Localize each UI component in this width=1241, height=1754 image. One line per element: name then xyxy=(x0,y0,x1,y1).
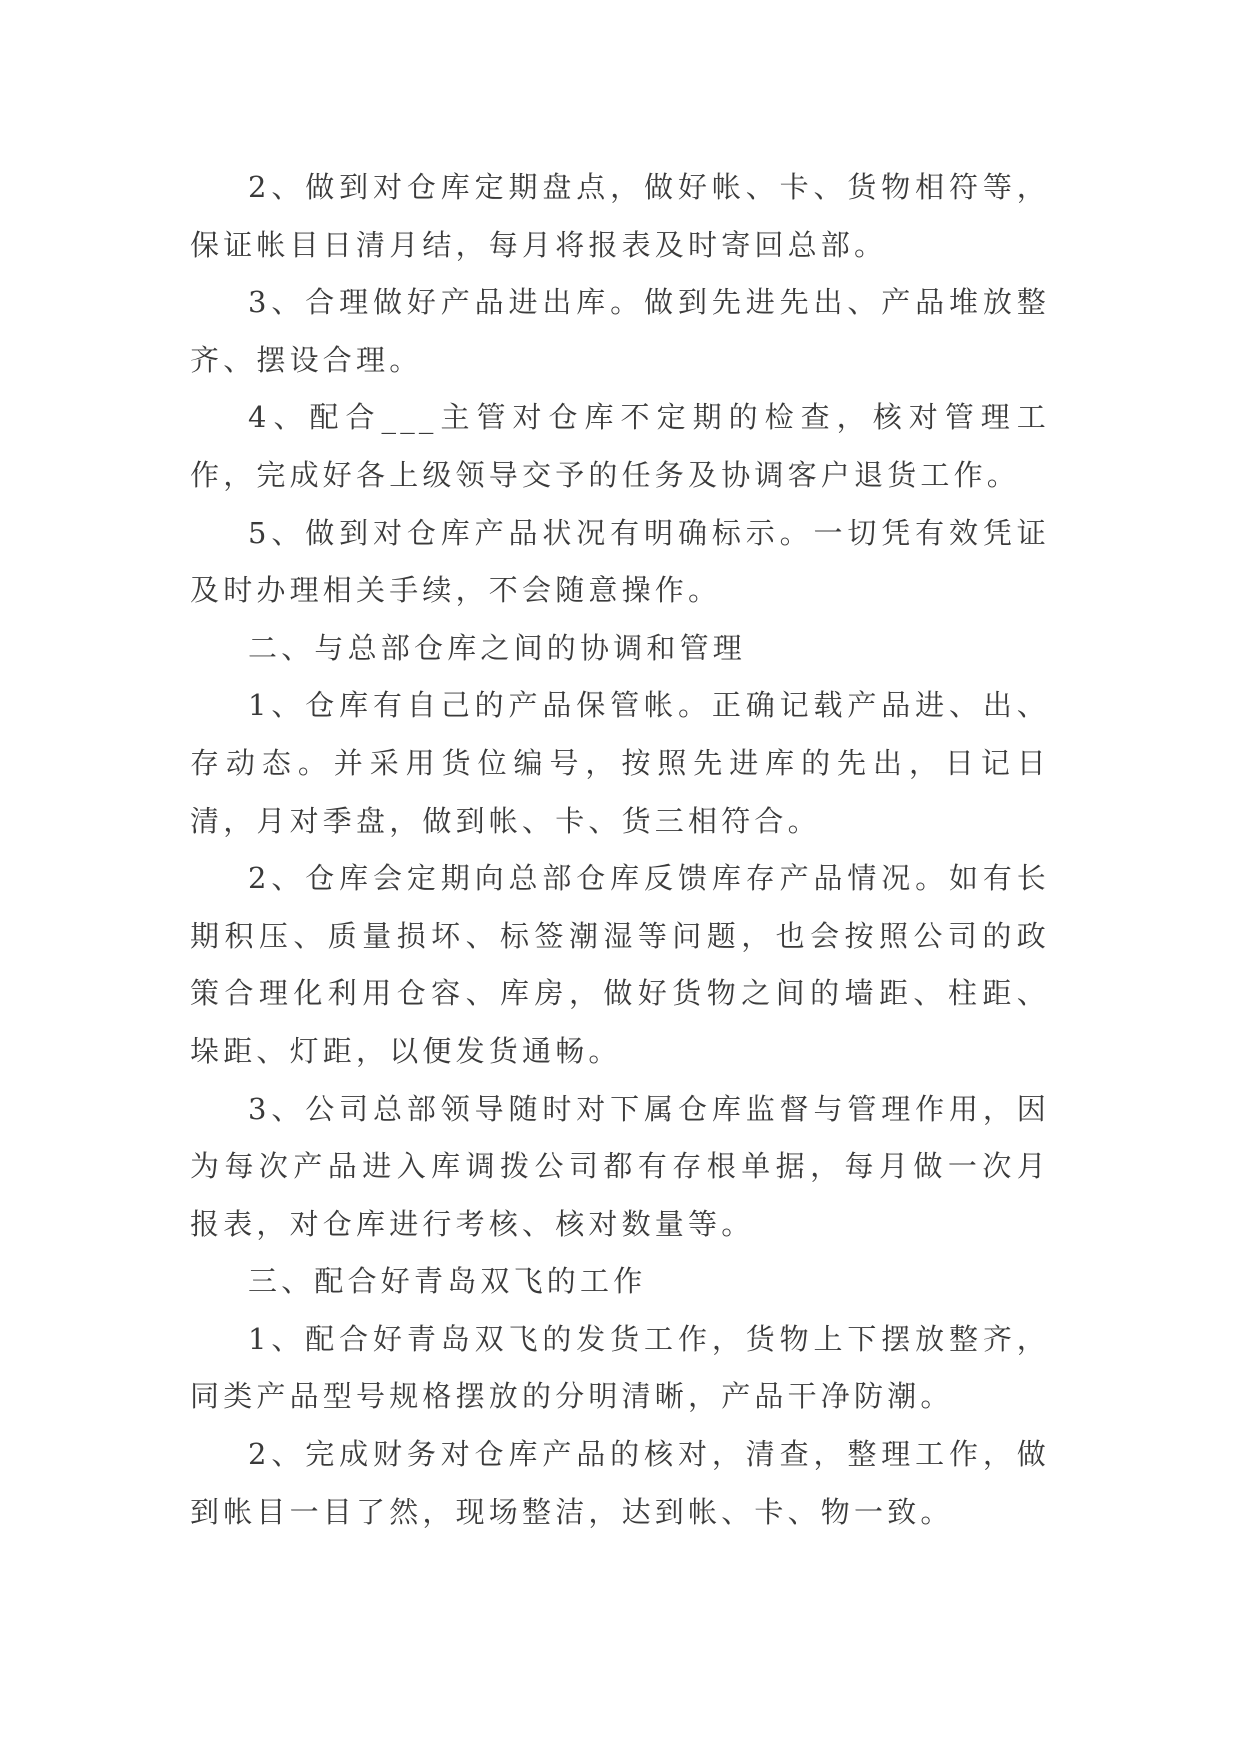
section-heading-3: 三、配合好青岛双飞的工作 xyxy=(248,1264,647,1299)
paragraph-item-3-supervision: 3、公司总部领导随时对下属仓库监督与管理作用，因为每次产品进入库调拨公司都有存根单据，每月做一次月报表，对仓库进行考核、核对数量等。 xyxy=(190,1091,1050,1241)
document-page xyxy=(190,159,1050,1541)
section-heading-2: 二、与总部仓库之间的协调和管理 xyxy=(248,630,747,665)
paragraph-item-2-finance-check: 2、完成财务对仓库产品的核对，清查，整理工作，做到帐目一目了然，现场整洁，达到帐、卡、物一致。 xyxy=(190,1437,1050,1529)
paragraph-item-2-feedback: 2、仓库会定期向总部仓库反馈库存产品情况。如有长期积压、质量损坏、标签潮湿等问题，也会按照公司的政策合理化利用仓容、库房，做好货物之间的墙距、柱距、垛距、灯距，以便发货通畅。 xyxy=(190,861,1050,1068)
paragraph-item-1-shipping: 1、配合好青岛双飞的发货工作，货物上下摆放整齐，同类产品型号规格摆放的分明清晰，产品干净防潮。 xyxy=(190,1321,1050,1414)
paragraph-item-5-labeling: 5、做到对仓库产品状况有明确标示。一切凭有效凭证及时办理相关手续，不会随意操作。 xyxy=(190,515,1050,608)
paragraph-item-4-cooperate-inspection: 4、配合___主管对仓库不定期的检查，核对管理工作，完成好各上级领导交予的任务及协调客户退货工作。 xyxy=(190,400,1050,492)
paragraph-item-1-ledger: 1、仓库有自己的产品保管帐。正确记载产品进、出、存动态。并采用货位编号，按照先进库的先出，日记日清，月对季盘，做到帐、卡、货三相符合。 xyxy=(190,688,1050,838)
paragraph-item-3-stock-in-out: 3、合理做好产品进出库。做到先进先出、产品堆放整齐、摆设合理。 xyxy=(190,285,1050,377)
paragraph-item-2-inventory-check: 2、做到对仓库定期盘点，做好帐、卡、货物相符等，保证帐目日清月结，每月将报表及时寄回总部。 xyxy=(190,170,1050,262)
